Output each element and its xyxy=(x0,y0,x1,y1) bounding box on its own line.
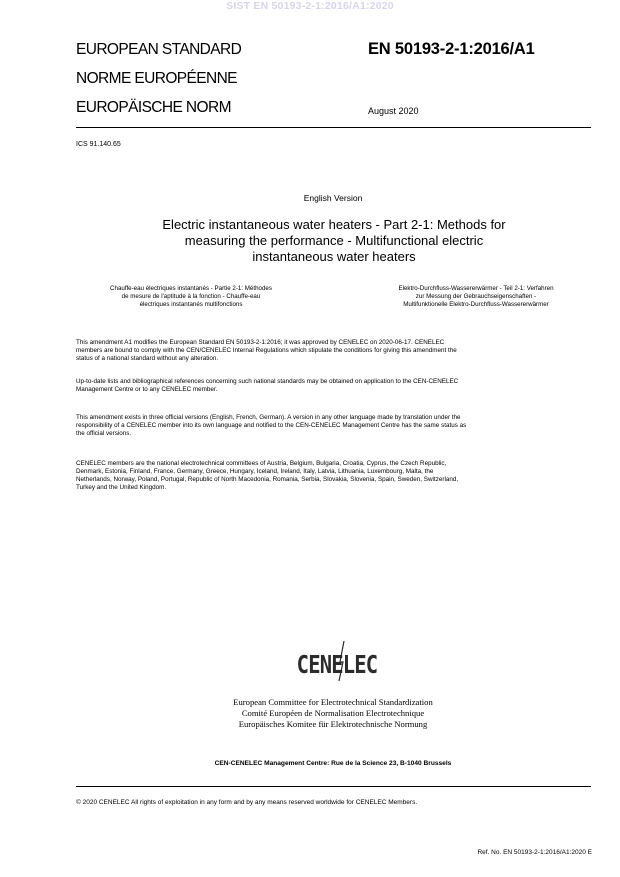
publication-date: August 2020 xyxy=(368,106,419,116)
title-german-line: Multifunktionelle Elektro-Durchfluss-Wassererwärmer xyxy=(403,301,549,308)
title-line: measuring the performance - Multifunctional electric xyxy=(184,233,484,248)
footer-divider xyxy=(76,786,591,787)
title-german-line: Elektro-Durchfluss-Wassererwärmer - Teil 2-1: Verfahren xyxy=(398,285,554,292)
paragraph-line: Netherlands, Norway, Poland, Portugal, Republic of North Macedonia, Romania, Serbia, Slovakia, Slovenia, Spain, Sweden, Switzerland, xyxy=(76,475,459,483)
paragraph-line: Management Centre or to any CENELEC member. xyxy=(76,385,218,393)
title-french-line: de mesure de l'aptitude à la fonction - Chauffe-eau xyxy=(121,293,261,300)
paragraph-line: members are bound to comply with the CEN/CENELEC Internal Regulations which stipulate the conditions for giving this amendment the xyxy=(76,346,457,354)
paragraph-line: This amendment A1 modifies the European Standard EN 50193-2-1:2016; it was approved by CENELEC on 2020-06-17. CENELEC xyxy=(76,339,445,346)
paragraph-line: This amendment exists in three official versions (English, French, German). A version in any other language made by translation under the xyxy=(76,414,461,421)
copyright-notice: © 2020 CENELEC All rights of exploitation in any form and by any means reserved worldwide for CENELEC Members. xyxy=(76,799,418,806)
title-french-line: Chauffe-eau électriques instantanés - Partie 2-1: Méthodes xyxy=(110,285,272,292)
ics-code: ICS 91.140.65 xyxy=(76,141,121,148)
committee-name-en: European Committee for Electrotechnical Standardization xyxy=(233,697,433,707)
watermark-text: SIST EN 50193-2-1:2016/A1:2020 xyxy=(226,0,394,12)
standard-type-fr: NORME EUROPÉENNE xyxy=(76,70,237,87)
cenelec-logo xyxy=(282,640,392,682)
paragraph-line: Up-to-date lists and bibliographical references concerning such national standards may be obtained on application to the CEN-CENELEC xyxy=(76,378,459,385)
committee-name-fr: Comité Européen de Normalisation Electrotechnique xyxy=(241,708,425,718)
document-title xyxy=(134,217,534,265)
committee-names xyxy=(0,697,620,730)
title-french-line: électriques instantanés multifonctions xyxy=(139,301,243,308)
paragraph-line: Denmark, Estonia, Finland, France, Germany, Greece, Hungary, Iceland, Ireland, Italy, Latvia, Lithuania, Luxembourg, Malta, the xyxy=(76,467,434,475)
paragraph-approval xyxy=(76,339,592,363)
standard-type-de: EUROPÄISCHE NORM xyxy=(76,99,231,116)
lightning-icon xyxy=(337,640,347,682)
title-line: instantaneous water heaters xyxy=(252,249,416,264)
paragraph-line: Turkey and the United Kingdom. xyxy=(76,483,167,491)
reference-number: Ref. No. EN 50193-2-1:2016/A1:2020 E xyxy=(477,849,592,856)
language-version: English Version xyxy=(303,193,363,203)
paragraph-members xyxy=(76,460,592,492)
title-german xyxy=(360,285,592,309)
standard-number: EN 50193-2-1:2016/A1 xyxy=(368,40,535,58)
cenelec-logo-text: CENELEC xyxy=(296,650,378,679)
header-divider xyxy=(76,127,591,128)
management-centre-address: CEN-CENELEC Management Centre: Rue de la Science 23, B-1040 Brussels xyxy=(214,760,452,767)
paragraph-line: responsibility of a CENELEC member into its own language and notified to the CEN-CENELEC Management Centre has the same status as xyxy=(76,421,467,429)
paragraph-references xyxy=(76,378,592,394)
paragraph-line: CENELEC members are the national electrotechnical committees of Austria, Belgium, Bulgaria, Croatia, Cyprus, the Czech Republic, xyxy=(76,460,447,467)
title-german-line: zur Messung der Gebrauchseigenschaften - xyxy=(415,293,537,300)
title-french xyxy=(76,285,306,309)
paragraph-line: status of a national standard without any alteration. xyxy=(76,354,219,362)
paragraph-line: the official versions. xyxy=(76,429,132,437)
committee-name-de: Europäisches Komitee für Elektrotechnische Normung xyxy=(238,719,428,729)
paragraph-versions xyxy=(76,414,592,438)
title-line: Electric instantaneous water heaters - Part 2-1: Methods for xyxy=(162,217,506,232)
standard-type-en: EUROPEAN STANDARD xyxy=(76,41,242,58)
